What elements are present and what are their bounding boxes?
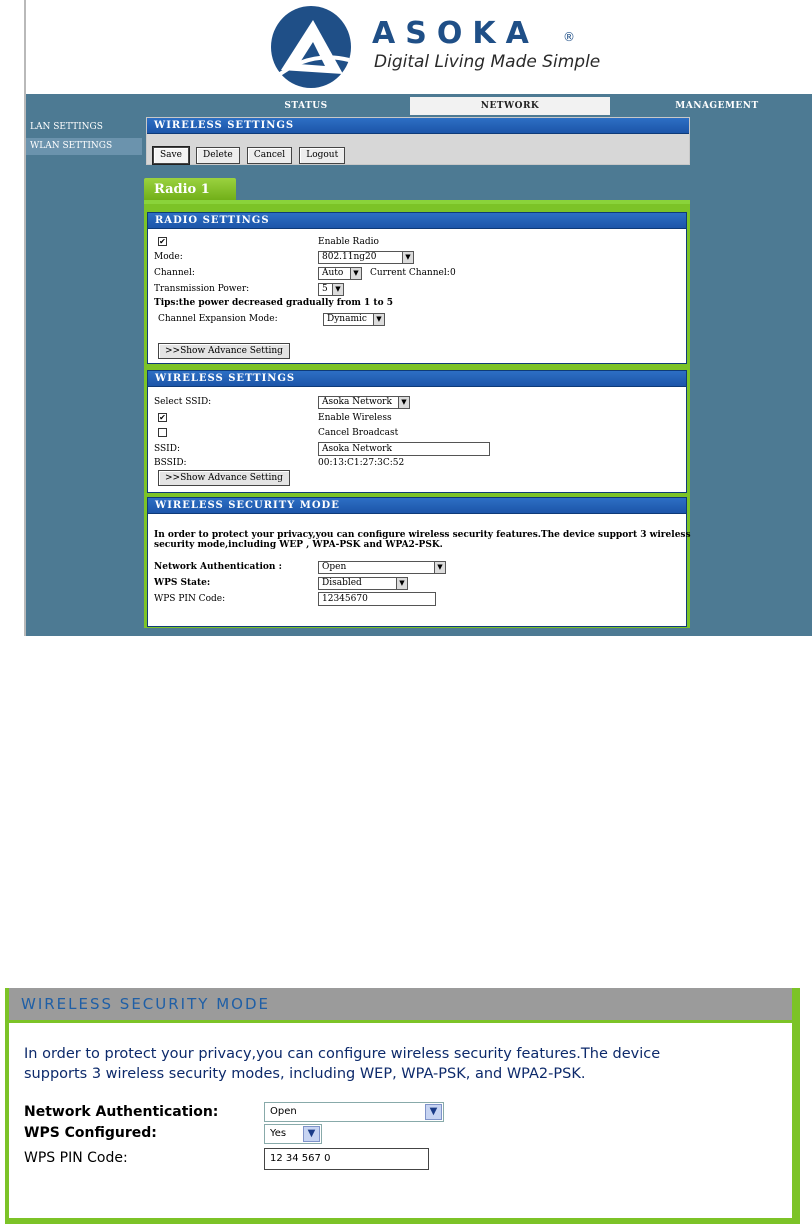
wireless-security-section xyxy=(147,497,691,627)
tab-status[interactable]: STATUS xyxy=(284,101,328,111)
ssid-input[interactable]: Asoka Network xyxy=(318,442,490,456)
enable-radio-checkbox[interactable] xyxy=(158,237,167,246)
section-title: RADIO SETTINGS xyxy=(148,213,686,229)
enable-wireless-label: Enable Wireless xyxy=(318,413,392,423)
show-advance-setting-button[interactable]: >>Show Advance Setting xyxy=(158,343,290,359)
zoomed-wps-configured-select[interactable] xyxy=(264,1124,322,1144)
chevron-down-icon: ▼ xyxy=(396,578,407,589)
wireless-settings-toolbar xyxy=(146,117,690,165)
zoomed-wps-pin-input[interactable]: 12 34 567 0 xyxy=(264,1148,429,1170)
chevron-down-icon: ▼ xyxy=(350,268,361,279)
delete-button[interactable]: Delete xyxy=(196,147,240,164)
tips-text: Tips:the power decreased gradually from 1 to 5 xyxy=(154,298,393,308)
expansion-mode-select[interactable] xyxy=(323,313,385,326)
sidebar-item-lan-settings[interactable]: LAN SETTINGS xyxy=(30,122,103,132)
bssid-label: BSSID: xyxy=(154,458,187,468)
tab-management[interactable]: MANAGEMENT xyxy=(675,101,759,111)
wps-state-select[interactable] xyxy=(318,577,408,590)
mode-select[interactable] xyxy=(318,251,414,264)
chevron-down-icon: ▼ xyxy=(434,562,445,573)
brand-tagline: Digital Living Made Simple xyxy=(374,52,601,72)
chevron-down-icon: ▼ xyxy=(398,397,409,408)
toolbar-title: WIRELESS SETTINGS xyxy=(147,118,689,134)
network-auth-label: Network Authentication : xyxy=(154,562,282,572)
zoomed-network-auth-label: Network Authentication: xyxy=(24,1104,219,1120)
tab-network[interactable]: NETWORK xyxy=(410,97,610,115)
mode-value: 802.11ng20 xyxy=(322,252,377,262)
tx-power-select[interactable] xyxy=(318,283,344,296)
radio-1-panel xyxy=(144,200,690,628)
check-icon: ✔ xyxy=(159,237,166,246)
radio-settings-section xyxy=(147,212,687,364)
expansion-mode-value: Dynamic xyxy=(327,314,367,324)
sidebar-item-wlan-settings[interactable]: WLAN SETTINGS xyxy=(26,138,142,155)
security-description-line2: security mode,including WEP , WPA-PSK and WPA2-PSK. xyxy=(154,540,443,550)
zoomed-network-auth-select[interactable] xyxy=(264,1102,444,1122)
zoomed-wps-pin-label: WPS PIN Code: xyxy=(24,1150,128,1166)
router-admin-screenshot xyxy=(24,0,812,636)
channel-select[interactable] xyxy=(318,267,362,280)
expansion-mode-label: Channel Expansion Mode: xyxy=(158,314,278,324)
section-title: WIRELESS SECURITY MODE xyxy=(148,498,686,514)
enable-radio-label: Enable Radio xyxy=(318,237,379,247)
wps-state-value: Disabled xyxy=(322,578,362,588)
channel-label: Channel: xyxy=(154,268,195,278)
tx-power-value: 5 xyxy=(322,284,328,294)
wps-state-label: WPS State: xyxy=(154,578,211,588)
select-ssid-select[interactable] xyxy=(318,396,410,409)
wireless-settings-section xyxy=(147,370,687,493)
zoomed-security-screenshot xyxy=(5,988,800,1224)
channel-value: Auto xyxy=(322,268,344,278)
chevron-down-icon: ▼ xyxy=(303,1126,320,1142)
zoomed-wps-configured-value: Yes xyxy=(270,1128,287,1139)
bssid-value: 00:13:C1:27:3C:52 xyxy=(318,458,405,468)
cancel-broadcast-label: Cancel Broadcast xyxy=(318,428,399,438)
toolbar-buttons xyxy=(153,142,347,164)
wps-pin-input[interactable]: 12345670 xyxy=(318,592,436,606)
cancel-broadcast-checkbox[interactable] xyxy=(158,428,167,437)
chevron-down-icon: ▼ xyxy=(425,1104,442,1120)
section-title: WIRELESS SETTINGS xyxy=(148,371,686,387)
zoomed-section-title: WIRELESS SECURITY MODE xyxy=(9,988,792,1020)
chevron-down-icon: ▼ xyxy=(402,252,413,263)
title-divider xyxy=(9,1020,792,1023)
current-channel-label: Current Channel: xyxy=(370,268,450,278)
chevron-down-icon: ▼ xyxy=(373,314,384,325)
asoka-logo-icon xyxy=(269,4,353,90)
page-header xyxy=(26,0,812,94)
mode-label: Mode: xyxy=(154,252,183,262)
select-ssid-label: Select SSID: xyxy=(154,397,212,407)
current-channel-value: 0 xyxy=(450,268,456,278)
logout-button[interactable]: Logout xyxy=(299,147,345,164)
tx-power-label: Transmission Power: xyxy=(154,284,250,294)
zoomed-security-panel xyxy=(9,988,792,1218)
chevron-down-icon: ▼ xyxy=(332,284,343,295)
show-advance-setting-button[interactable]: >>Show Advance Setting xyxy=(158,470,290,486)
network-auth-value: Open xyxy=(322,562,347,572)
zoomed-description-line2: supports 3 wireless security modes, including WEP, WPA-PSK, and WPA2-PSK. xyxy=(24,1066,586,1082)
enable-wireless-checkbox[interactable] xyxy=(158,413,167,422)
wps-pin-label: WPS PIN Code: xyxy=(154,594,226,604)
select-ssid-value: Asoka Network xyxy=(322,397,392,407)
check-icon: ✔ xyxy=(159,413,166,422)
save-button[interactable]: Save xyxy=(153,147,189,164)
ssid-label: SSID: xyxy=(154,444,180,454)
brand-name: ASOKA xyxy=(372,16,539,51)
security-description-line1: In order to protect your privacy,you can configure wireless security features.The device support 3 wireless xyxy=(154,530,691,540)
zoomed-wps-configured-label: WPS Configured: xyxy=(24,1125,157,1141)
network-auth-select[interactable] xyxy=(318,561,446,574)
cancel-button[interactable]: Cancel xyxy=(247,147,292,164)
tab-radio-1[interactable]: Radio 1 xyxy=(144,178,236,201)
registered-mark: ® xyxy=(563,30,575,44)
zoomed-network-auth-value: Open xyxy=(270,1106,297,1117)
zoomed-description-line1: In order to protect your privacy,you can configure wireless security features.The device xyxy=(24,1046,661,1062)
